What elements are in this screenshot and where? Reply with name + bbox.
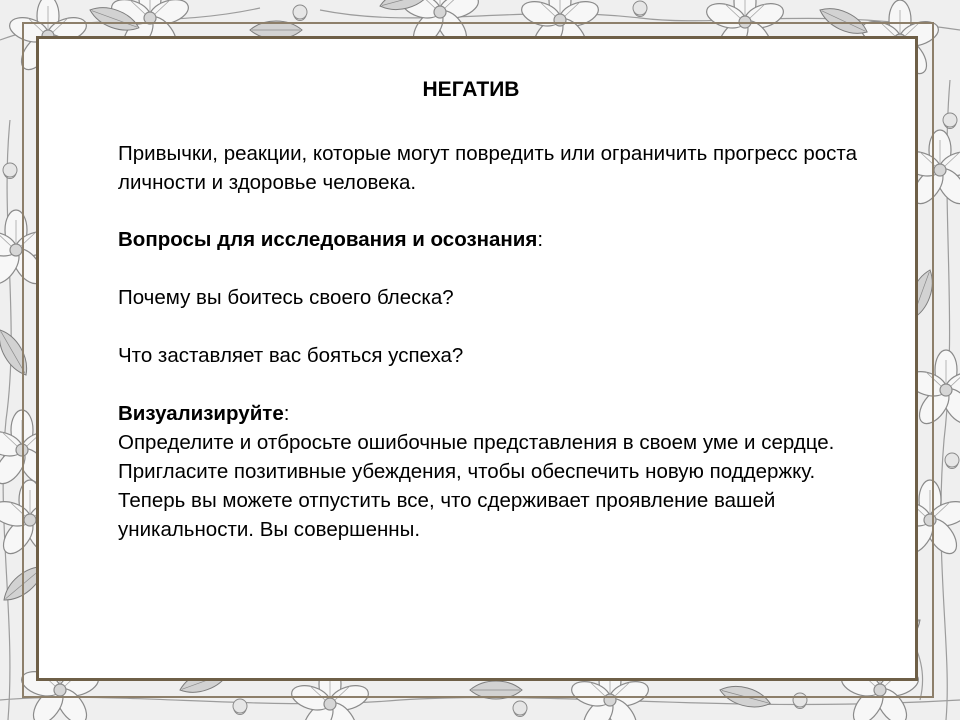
- visualize-text: Определите и отбросьте ошибочные представления в своем уме и сердце. Пригласите позитивные убеждения, чтобы обеспечить новую поддержку. Теперь вы можете отпустить все, что сдерживает проявление вашей уникальности. Вы совершенны.: [118, 431, 835, 541]
- visualize-heading-line: [118, 399, 878, 428]
- questions-heading-line: [118, 225, 878, 254]
- visualize-heading-colon: :: [283, 402, 290, 425]
- slide-title: НЕГАТИВ: [422, 78, 520, 101]
- questions-heading-colon: :: [537, 228, 544, 251]
- question-1: Почему вы боитесь своего блеска?: [118, 286, 454, 309]
- definition-text: Привычки, реакции, которые могут повредить или ограничить прогресс роста личности и здоровье человека.: [118, 142, 857, 194]
- visualize-heading: Визуализируйте: [118, 402, 284, 425]
- questions-heading: Вопросы для исследования и осознания: [118, 228, 538, 251]
- question-2: Что заставляет вас бояться успеха?: [118, 344, 464, 367]
